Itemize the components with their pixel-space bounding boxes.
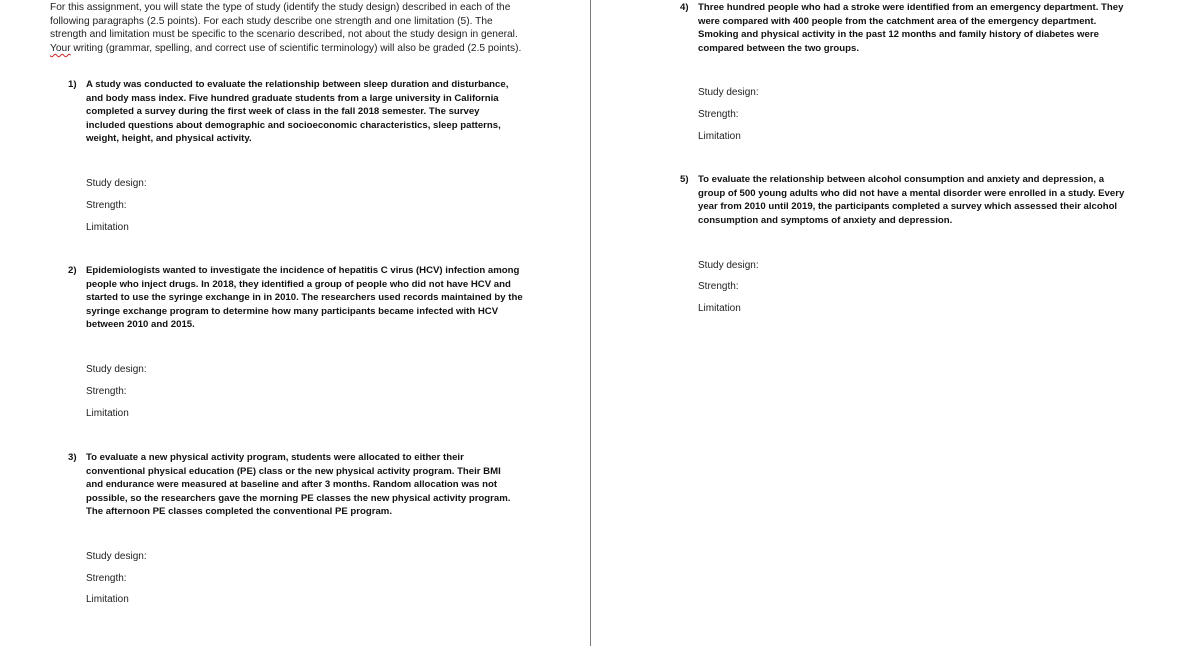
question-5 (680, 173, 1132, 227)
q3-strength-label: Strength: (86, 573, 127, 584)
q1-study-design-label: Study design: (86, 178, 147, 189)
q1-limitation-label: Limitation (86, 222, 129, 233)
spellcheck-flagged-word[interactable]: Your (50, 42, 71, 54)
q1-strength-label: Strength: (86, 200, 127, 211)
question-4 (680, 1, 1132, 55)
question-text: A study was conducted to evaluate the relationship between sleep duration and disturbance, and body mass index. Five hundred graduate students from a large university in California completed a survey during the first week of class in the fall 2018 semester. The survey included questions about demographic and socioeconomic characteristics, sleep patterns, weight, height, and physical activity. (86, 79, 509, 145)
question-number: 1) (68, 79, 77, 90)
document-page-left (0, 0, 590, 646)
question-text: Three hundred people who had a stroke were identified from an emergency department. They were compared with 400 people from the catchment area of the emergency department. Smoking and physical activity in the past 12 months and family history of diabetes were compared between the two groups. (698, 2, 1124, 54)
q5-strength-label: Strength: (698, 281, 739, 292)
q5-limitation-label: Limitation (698, 303, 741, 314)
q4-strength-label: Strength: (698, 109, 739, 120)
question-text: To evaluate a new physical activity program, students were allocated to either their conventional physical education (PE) class or the new physical activity program. Their BMI and endurance were measured at baseline and after 3 months. Random allocation was not possible, so the researchers gave the morning PE classes the new physical activity program. The afternoon PE classes completed the conventional PE program. (86, 452, 511, 518)
question-number: 5) (680, 174, 689, 185)
q5-study-design-label: Study design: (698, 260, 759, 271)
q4-limitation-label: Limitation (698, 131, 741, 142)
assignment-instructions (50, 1, 525, 55)
question-3 (68, 451, 520, 519)
question-number: 2) (68, 265, 77, 276)
q2-strength-label: Strength: (86, 386, 127, 397)
q3-study-design-label: Study design: (86, 551, 147, 562)
document-page-right (591, 0, 1188, 646)
question-text: Epidemiologists wanted to investigate the incidence of hepatitis C virus (HCV) infection among people who inject drugs. In 2018, they identified a group of people who did not have HCV and started to use the syringe exchange in in 2010. The researchers used records maintained by the syringe exchange program to determine how many participants became infected with HCV between 2010 and 2015. (86, 265, 523, 331)
question-number: 4) (680, 2, 689, 13)
question-number: 3) (68, 452, 77, 463)
q2-limitation-label: Limitation (86, 408, 129, 419)
question-text: To evaluate the relationship between alcohol consumption and anxiety and depression, a group of 500 young adults who did not have a mental disorder were enrolled in a study. Every year from 2010 until 2019, the participants completed a survey which assessed their alcohol consumption and symptoms of anxiety and depression. (698, 174, 1125, 226)
q2-study-design-label: Study design: (86, 364, 147, 375)
q3-limitation-label: Limitation (86, 594, 129, 605)
q4-study-design-label: Study design: (698, 87, 759, 98)
question-2 (68, 264, 523, 332)
instructions-text: For this assignment, you will state the type of study (identify the study design) described in each of the following paragraphs (2.5 points). For each study describe one strength and one limitation (5). The strength and limitation must be specific to the scenario described, not about the study design in general. (50, 2, 518, 41)
instructions-text-continued: writing (grammar, spelling, and correct use of scientific terminology) will also be graded (2.5 points). (70, 42, 522, 54)
question-1 (68, 78, 516, 146)
